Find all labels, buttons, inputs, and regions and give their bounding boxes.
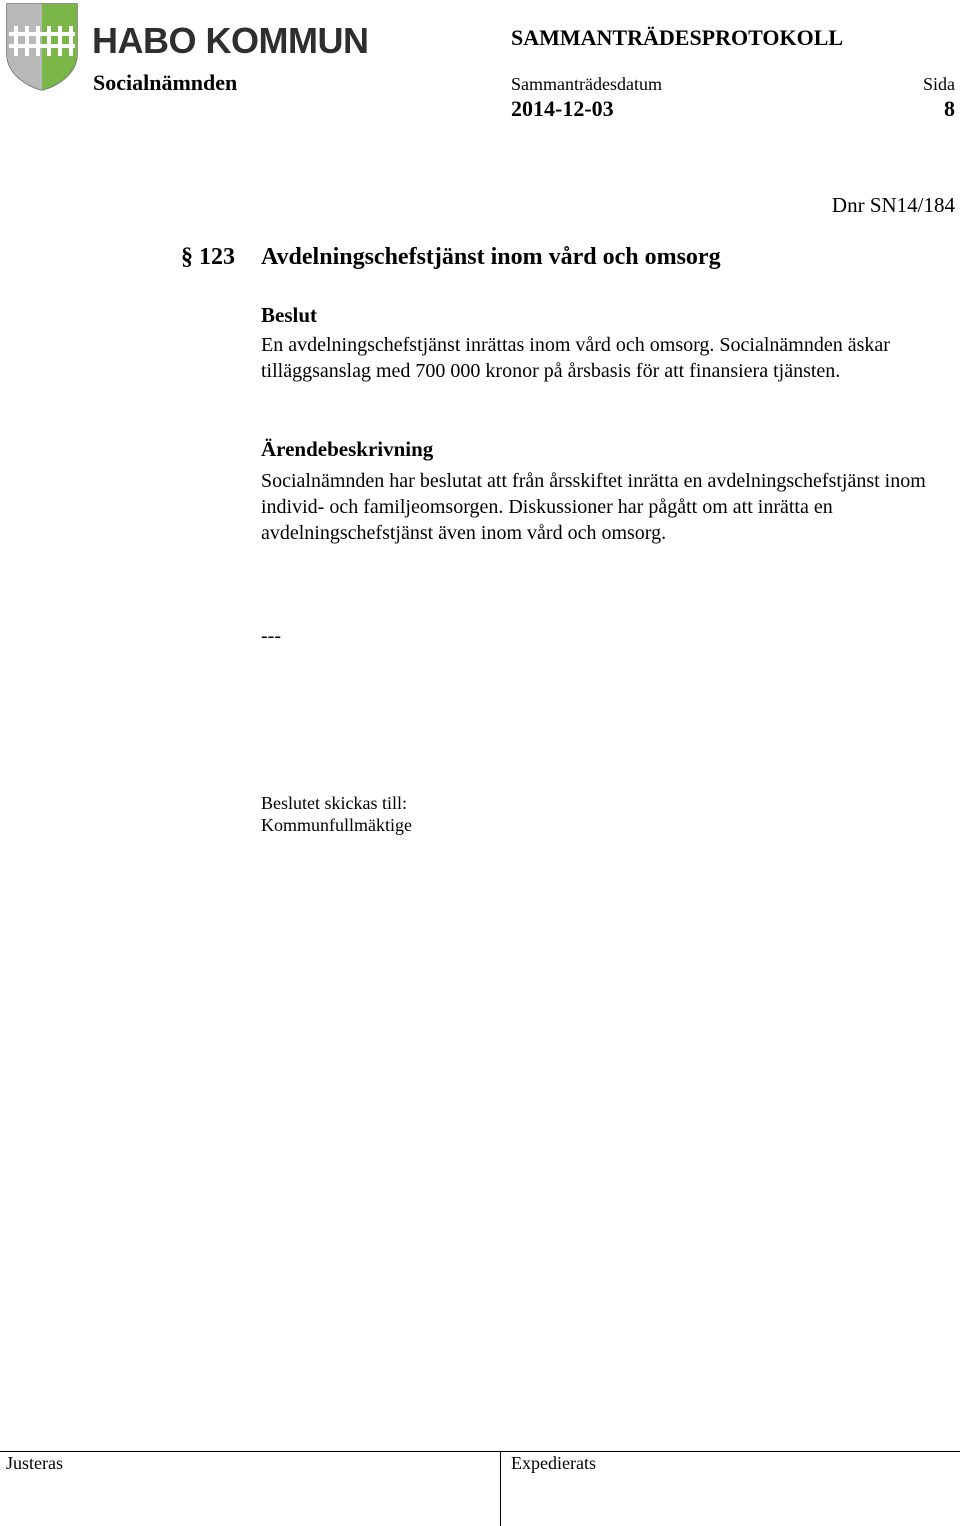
separator: ---: [261, 625, 281, 647]
page-label: Sida: [922, 74, 955, 94]
sent-to-label: Beslutet skickas till:: [261, 793, 407, 813]
section-symbol: §: [181, 244, 193, 270]
logo-wordmark: HABO KOMMUN: [92, 20, 369, 61]
section-title: Avdelningschefstjänst inom vård och omsorg: [261, 244, 721, 270]
footer-expedierats: Expedierats: [511, 1453, 596, 1473]
page-number: 8: [944, 96, 955, 121]
description-heading: Ärendebeskrivning: [261, 437, 434, 461]
footer-rule: [0, 1451, 960, 1452]
decision-block: [261, 302, 951, 384]
section-number-value: 123: [199, 244, 235, 270]
meeting-date-label: Sammanträdesdatum: [511, 74, 662, 94]
habo-kommun-coat-of-arms-icon: [5, 2, 79, 92]
decision-text: En avdelningschefstjänst inrättas inom vård och omsorg. Socialnämnden äskar tilläggsanslag med 700 000 kronor på årsbasis för att finansiera tjänsten.: [261, 334, 890, 382]
description-text: Socialnämnden har beslutat att från årsskiftet inrätta en avdelningschefstjänst inom individ- och familjeomsorgen. Diskussioner har pågått om att inrätta en avdelningschefstjänst även inom vård och omsorg.: [261, 470, 926, 544]
sent-to-recipient: Kommunfullmäktige: [261, 815, 412, 835]
committee-name: Socialnämnden: [93, 70, 238, 95]
meeting-date-value: 2014-12-03: [511, 96, 614, 121]
case-number: Dnr SN14/184: [831, 193, 955, 217]
section-number: [181, 244, 261, 271]
footer-justeras: Justeras: [6, 1453, 63, 1473]
decision-heading: Beslut: [261, 303, 318, 327]
document-type: SAMMANTRÄDESPROTOKOLL: [511, 25, 844, 50]
footer-divider: [500, 1451, 501, 1526]
description-block: [261, 436, 951, 546]
section-heading: [181, 244, 721, 271]
